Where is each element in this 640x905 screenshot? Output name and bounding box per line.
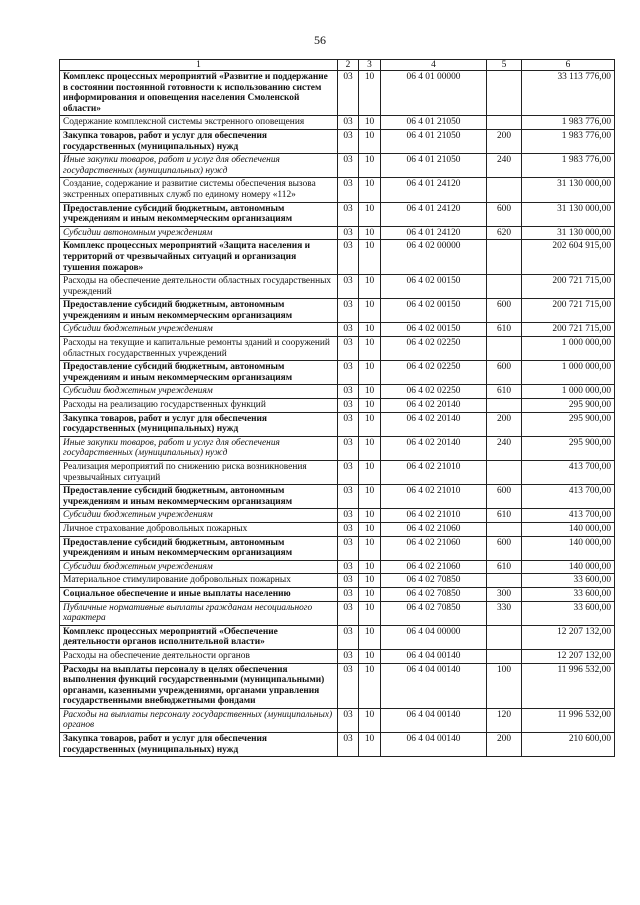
row-target-code: 06 4 01 00000 — [381, 71, 487, 116]
table-row — [60, 412, 615, 436]
row-amount: 1 000 000,00 — [522, 337, 615, 361]
row-target-code: 06 4 04 00000 — [381, 625, 487, 649]
row-target-code: 06 4 02 20140 — [381, 412, 487, 436]
row-expense-type: 300 — [487, 587, 522, 601]
row-subsection: 10 — [359, 178, 381, 202]
header-cell-6: 6 — [522, 60, 615, 71]
row-subsection: 10 — [359, 361, 381, 385]
row-amount: 295 900,00 — [522, 412, 615, 436]
row-section: 03 — [338, 226, 359, 240]
row-description: Создание, содержание и развитие системы обеспечения вызова экстренных оперативных служб по единому номеру «112» — [60, 178, 338, 202]
row-subsection: 10 — [359, 649, 381, 663]
row-subsection: 10 — [359, 560, 381, 574]
row-target-code: 06 4 02 00150 — [381, 323, 487, 337]
row-section: 03 — [338, 522, 359, 536]
row-amount: 1 983 776,00 — [522, 154, 615, 178]
row-subsection: 10 — [359, 240, 381, 275]
table-row — [60, 509, 615, 523]
row-section: 03 — [338, 485, 359, 509]
row-amount: 1 983 776,00 — [522, 129, 615, 153]
table-row — [60, 536, 615, 560]
row-description: Предоставление субсидий бюджетным, автономным учреждениям и иным некоммерческим организациям — [60, 299, 338, 323]
row-description: Расходы на выплаты персоналу государственных (муниципальных) органов — [60, 708, 338, 732]
row-description: Расходы на обеспечение деятельности областных государственных учреждений — [60, 275, 338, 299]
table-row — [60, 461, 615, 485]
row-subsection: 10 — [359, 587, 381, 601]
header-cell-1: 1 — [60, 60, 338, 71]
table-row — [60, 323, 615, 337]
row-description: Субсидии бюджетным учреждениям — [60, 560, 338, 574]
row-description: Иные закупки товаров, работ и услуг для обеспечения государственных (муниципальных) нужд — [60, 436, 338, 460]
row-subsection: 10 — [359, 574, 381, 588]
row-amount: 33 600,00 — [522, 601, 615, 625]
row-subsection: 10 — [359, 385, 381, 399]
row-subsection: 10 — [359, 663, 381, 708]
row-description: Расходы на текущие и капитальные ремонты зданий и сооружений областных государственных учреждений — [60, 337, 338, 361]
row-subsection: 10 — [359, 337, 381, 361]
row-amount: 31 130 000,00 — [522, 178, 615, 202]
row-amount: 200 721 715,00 — [522, 275, 615, 299]
row-target-code: 06 4 01 24120 — [381, 202, 487, 226]
row-subsection: 10 — [359, 399, 381, 413]
row-target-code: 06 4 01 21050 — [381, 154, 487, 178]
row-expense-type: 600 — [487, 361, 522, 385]
row-expense-type: 100 — [487, 663, 522, 708]
row-expense-type — [487, 116, 522, 130]
row-amount: 1 983 776,00 — [522, 116, 615, 130]
row-expense-type — [487, 240, 522, 275]
header-cell-3: 3 — [359, 60, 381, 71]
table-row — [60, 178, 615, 202]
row-amount: 33 600,00 — [522, 574, 615, 588]
row-amount: 12 207 132,00 — [522, 649, 615, 663]
row-section: 03 — [338, 116, 359, 130]
row-section: 03 — [338, 733, 359, 757]
table-row — [60, 361, 615, 385]
table-row — [60, 385, 615, 399]
row-target-code: 06 4 02 02250 — [381, 361, 487, 385]
row-description: Закупка товаров, работ и услуг для обеспечения государственных (муниципальных) нужд — [60, 733, 338, 757]
row-subsection: 10 — [359, 436, 381, 460]
row-description: Личное страхование добровольных пожарных — [60, 522, 338, 536]
row-subsection: 10 — [359, 71, 381, 116]
row-target-code: 06 4 02 21060 — [381, 560, 487, 574]
row-expense-type — [487, 522, 522, 536]
row-description: Расходы на обеспечение деятельности органов — [60, 649, 338, 663]
row-section: 03 — [338, 178, 359, 202]
row-description: Реализация мероприятий по снижению риска возникновения чрезвычайных ситуаций — [60, 461, 338, 485]
row-amount: 1 000 000,00 — [522, 385, 615, 399]
row-expense-type: 610 — [487, 560, 522, 574]
row-section: 03 — [338, 240, 359, 275]
row-subsection: 10 — [359, 412, 381, 436]
row-section: 03 — [338, 649, 359, 663]
table-row — [60, 574, 615, 588]
table-row — [60, 116, 615, 130]
row-description: Субсидии бюджетным учреждениям — [60, 509, 338, 523]
row-target-code: 06 4 01 24120 — [381, 226, 487, 240]
row-subsection: 10 — [359, 522, 381, 536]
table-row — [60, 202, 615, 226]
table-row — [60, 663, 615, 708]
row-expense-type: 610 — [487, 385, 522, 399]
row-amount: 210 600,00 — [522, 733, 615, 757]
row-amount: 295 900,00 — [522, 399, 615, 413]
row-amount: 31 130 000,00 — [522, 226, 615, 240]
row-target-code: 06 4 02 70850 — [381, 601, 487, 625]
row-target-code: 06 4 02 70850 — [381, 574, 487, 588]
row-target-code: 06 4 04 00140 — [381, 649, 487, 663]
row-description: Предоставление субсидий бюджетным, автономным учреждениям и иным некоммерческим организациям — [60, 361, 338, 385]
row-description: Расходы на выплаты персоналу в целях обеспечения выполнения функций государственными (муниципальными) органами, казенными учреждениями, органами управления государственными внебюджетными фондами — [60, 663, 338, 708]
row-expense-type — [487, 399, 522, 413]
row-section: 03 — [338, 129, 359, 153]
row-subsection: 10 — [359, 129, 381, 153]
row-target-code: 06 4 02 00000 — [381, 240, 487, 275]
row-target-code: 06 4 02 00150 — [381, 299, 487, 323]
row-section: 03 — [338, 587, 359, 601]
header-row — [60, 60, 615, 71]
row-target-code: 06 4 02 20140 — [381, 399, 487, 413]
row-description: Субсидии бюджетным учреждениям — [60, 385, 338, 399]
row-target-code: 06 4 01 21050 — [381, 129, 487, 153]
row-section: 03 — [338, 337, 359, 361]
header-cell-5: 5 — [487, 60, 522, 71]
row-amount: 413 700,00 — [522, 461, 615, 485]
row-expense-type — [487, 337, 522, 361]
row-section: 03 — [338, 574, 359, 588]
row-description: Субсидии автономным учреждениям — [60, 226, 338, 240]
row-target-code: 06 4 02 20140 — [381, 436, 487, 460]
header-cell-2: 2 — [338, 60, 359, 71]
row-section: 03 — [338, 509, 359, 523]
row-amount: 200 721 715,00 — [522, 323, 615, 337]
row-section: 03 — [338, 625, 359, 649]
row-amount: 33 600,00 — [522, 587, 615, 601]
row-expense-type — [487, 275, 522, 299]
row-description: Комплекс процессных мероприятий «Развитие и поддержание в состоянии постоянной готовности к использованию систем информирования и оповещения населения Смоленской области» — [60, 71, 338, 116]
row-expense-type — [487, 649, 522, 663]
row-amount: 295 900,00 — [522, 436, 615, 460]
row-expense-type: 620 — [487, 226, 522, 240]
row-expense-type: 610 — [487, 323, 522, 337]
row-subsection: 10 — [359, 625, 381, 649]
row-subsection: 10 — [359, 154, 381, 178]
row-section: 03 — [338, 385, 359, 399]
table-row — [60, 299, 615, 323]
row-amount: 1 000 000,00 — [522, 361, 615, 385]
table-row — [60, 485, 615, 509]
row-amount: 413 700,00 — [522, 485, 615, 509]
row-description: Содержание комплексной системы экстренного оповещения — [60, 116, 338, 130]
row-target-code: 06 4 02 02250 — [381, 337, 487, 361]
row-section: 03 — [338, 399, 359, 413]
row-subsection: 10 — [359, 509, 381, 523]
row-subsection: 10 — [359, 536, 381, 560]
budget-table — [59, 59, 615, 757]
row-amount: 140 000,00 — [522, 536, 615, 560]
row-subsection: 10 — [359, 202, 381, 226]
row-amount: 202 604 915,00 — [522, 240, 615, 275]
row-description: Иные закупки товаров, работ и услуг для обеспечения государственных (муниципальных) нужд — [60, 154, 338, 178]
row-target-code: 06 4 02 21010 — [381, 461, 487, 485]
row-expense-type: 610 — [487, 509, 522, 523]
row-description: Предоставление субсидий бюджетным, автономным учреждениям и иным некоммерческим организациям — [60, 202, 338, 226]
row-description: Предоставление субсидий бюджетным, автономным учреждениям и иным некоммерческим организациям — [60, 536, 338, 560]
row-amount: 140 000,00 — [522, 560, 615, 574]
row-description: Закупка товаров, работ и услуг для обеспечения государственных (муниципальных) нужд — [60, 129, 338, 153]
row-section: 03 — [338, 299, 359, 323]
row-target-code: 06 4 04 00140 — [381, 708, 487, 732]
row-section: 03 — [338, 708, 359, 732]
row-subsection: 10 — [359, 275, 381, 299]
row-section: 03 — [338, 536, 359, 560]
table-row — [60, 71, 615, 116]
row-section: 03 — [338, 560, 359, 574]
row-section: 03 — [338, 601, 359, 625]
table-row — [60, 560, 615, 574]
table-row — [60, 733, 615, 757]
row-expense-type: 240 — [487, 154, 522, 178]
table-row — [60, 522, 615, 536]
row-expense-type: 600 — [487, 202, 522, 226]
row-section: 03 — [338, 436, 359, 460]
table-row — [60, 601, 615, 625]
row-target-code: 06 4 02 21010 — [381, 485, 487, 509]
row-section: 03 — [338, 202, 359, 226]
row-target-code: 06 4 04 00140 — [381, 733, 487, 757]
row-target-code: 06 4 01 21050 — [381, 116, 487, 130]
row-description: Публичные нормативные выплаты гражданам несоциального характера — [60, 601, 338, 625]
table-row — [60, 625, 615, 649]
row-amount: 33 113 776,00 — [522, 71, 615, 116]
row-expense-type — [487, 625, 522, 649]
row-expense-type — [487, 461, 522, 485]
table-row — [60, 154, 615, 178]
row-section: 03 — [338, 275, 359, 299]
table-row — [60, 240, 615, 275]
table-row — [60, 587, 615, 601]
row-expense-type — [487, 178, 522, 202]
row-expense-type: 200 — [487, 733, 522, 757]
row-subsection: 10 — [359, 601, 381, 625]
row-target-code: 06 4 02 70850 — [381, 587, 487, 601]
table-row — [60, 275, 615, 299]
row-section: 03 — [338, 154, 359, 178]
row-description: Комплекс процессных мероприятий «Обеспечение деятельности органов исполнительной власти» — [60, 625, 338, 649]
row-section: 03 — [338, 461, 359, 485]
row-expense-type: 120 — [487, 708, 522, 732]
table-row — [60, 129, 615, 153]
page-number: 56 — [314, 33, 326, 47]
row-expense-type — [487, 574, 522, 588]
row-target-code: 06 4 02 21010 — [381, 509, 487, 523]
row-expense-type: 600 — [487, 299, 522, 323]
row-amount: 140 000,00 — [522, 522, 615, 536]
table-row — [60, 226, 615, 240]
row-description: Материальное стимулирование добровольных пожарных — [60, 574, 338, 588]
row-section: 03 — [338, 323, 359, 337]
row-target-code: 06 4 02 21060 — [381, 536, 487, 560]
row-expense-type: 600 — [487, 485, 522, 509]
row-description: Социальное обеспечение и иные выплаты населению — [60, 587, 338, 601]
row-description: Субсидии бюджетным учреждениям — [60, 323, 338, 337]
row-expense-type: 240 — [487, 436, 522, 460]
header-cell-4: 4 — [381, 60, 487, 71]
row-section: 03 — [338, 412, 359, 436]
row-subsection: 10 — [359, 116, 381, 130]
row-section: 03 — [338, 71, 359, 116]
table-row — [60, 649, 615, 663]
row-subsection: 10 — [359, 226, 381, 240]
row-subsection: 10 — [359, 708, 381, 732]
row-amount: 200 721 715,00 — [522, 299, 615, 323]
row-subsection: 10 — [359, 461, 381, 485]
row-subsection: 10 — [359, 299, 381, 323]
row-expense-type: 600 — [487, 536, 522, 560]
row-target-code: 06 4 04 00140 — [381, 663, 487, 708]
row-amount: 11 996 532,00 — [522, 708, 615, 732]
row-amount: 12 207 132,00 — [522, 625, 615, 649]
row-subsection: 10 — [359, 733, 381, 757]
row-subsection: 10 — [359, 323, 381, 337]
row-amount: 31 130 000,00 — [522, 202, 615, 226]
row-amount: 413 700,00 — [522, 509, 615, 523]
table-row — [60, 436, 615, 460]
row-section: 03 — [338, 361, 359, 385]
row-subsection: 10 — [359, 485, 381, 509]
row-section: 03 — [338, 663, 359, 708]
table-row — [60, 337, 615, 361]
table-row — [60, 708, 615, 732]
row-expense-type: 330 — [487, 601, 522, 625]
row-description: Предоставление субсидий бюджетным, автономным учреждениям и иным некоммерческим организациям — [60, 485, 338, 509]
table-row — [60, 399, 615, 413]
row-expense-type: 200 — [487, 129, 522, 153]
row-target-code: 06 4 02 00150 — [381, 275, 487, 299]
row-expense-type: 200 — [487, 412, 522, 436]
row-description: Закупка товаров, работ и услуг для обеспечения государственных (муниципальных) нужд — [60, 412, 338, 436]
row-description: Расходы на реализацию государственных функций — [60, 399, 338, 413]
row-expense-type — [487, 71, 522, 116]
row-amount: 11 996 532,00 — [522, 663, 615, 708]
row-target-code: 06 4 01 24120 — [381, 178, 487, 202]
row-description: Комплекс процессных мероприятий «Защита населения и территорий от чрезвычайных ситуаций и организация тушения пожаров» — [60, 240, 338, 275]
row-target-code: 06 4 02 02250 — [381, 385, 487, 399]
row-target-code: 06 4 02 21060 — [381, 522, 487, 536]
